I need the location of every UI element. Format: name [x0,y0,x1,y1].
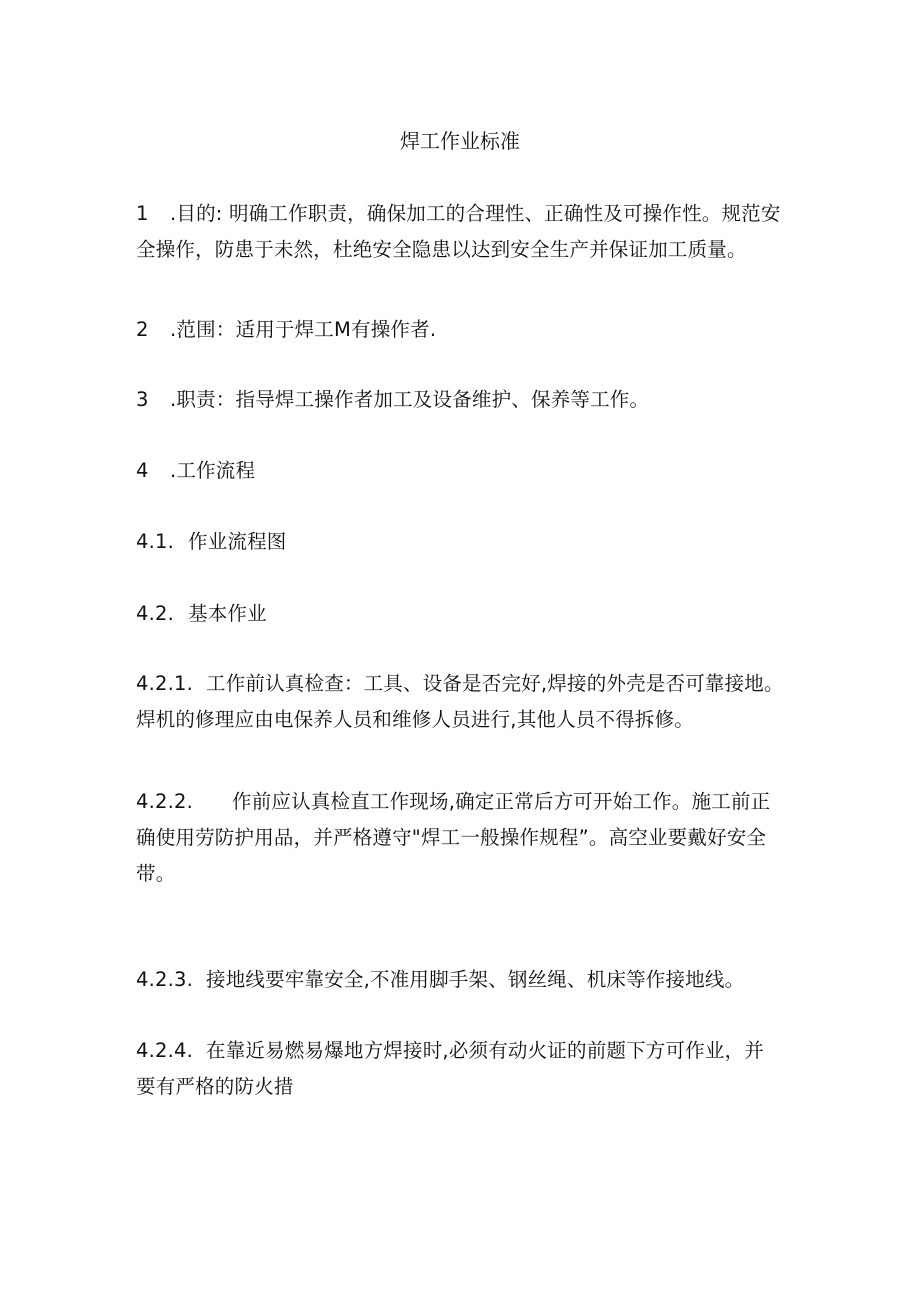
section-4-2-1 [136,666,786,738]
section-number: 4 [136,459,149,482]
section-text: 要有严格的防火措 [136,1075,294,1098]
section-text: 作业流程图 [188,530,287,553]
section-text: 全操作，防患于未然，杜绝安全隐患以达到安全生产并保证加工质量。 [136,238,747,261]
section-text: 接地线要牢靠安全,不准用脚手架、钢丝绳、机床等作接地线。 [206,968,745,991]
section-4-2 [136,596,786,632]
section-number: 4.2.1. [136,672,194,695]
section-text: 作前应认真检直工作现场,确定正常后方可开始工作。施工前正 [232,790,771,813]
section-text: .工作流程 [170,459,256,482]
section-number: 4.2.2. [136,790,194,813]
section-text: 基本作业 [188,602,267,625]
section-4-2-2 [136,784,786,892]
section-number: 3 [136,388,149,411]
section-4-2-4 [136,1033,786,1105]
document-title: 焊工作业标准 [400,129,520,153]
section-text: .目的: 明确工作职责，确保加工的合理性、正确性及可操作性。规范安 [170,202,781,225]
section-4 [136,453,786,489]
section-number: 4.2.4. [136,1039,194,1062]
section-number: 4.1. [136,530,175,553]
section-number: 1 [136,202,149,225]
section-text: 焊机的修理应由电保养人员和维修人员进行,其他人员不得拆修。 [136,708,694,731]
section-3 [136,382,786,418]
section-text: .范围：适用于焊工M有操作者. [170,318,437,341]
section-1 [136,196,786,268]
section-4-2-3 [136,962,786,998]
section-text: 工作前认真检查：工具、设备是否完好,焊接的外壳是否可靠接地。 [206,672,784,695]
section-text: 确使用劳防护用品，并严格遵守"焊工一般操作规程”。高空业要戴好安全 [136,826,767,849]
section-text: .职责：指导焊工操作者加工及设备维护、保养等工作。 [170,388,650,411]
section-text: 在靠近易燃易爆地方焊接时,必须有动火证的前题下方可作业，并 [206,1039,764,1062]
section-number: 4.2. [136,602,175,625]
section-number: 2 [136,318,149,341]
section-text: 带。 [136,862,176,885]
section-4-1 [136,524,786,560]
section-number: 4.2.3. [136,968,194,991]
section-2 [136,312,786,348]
